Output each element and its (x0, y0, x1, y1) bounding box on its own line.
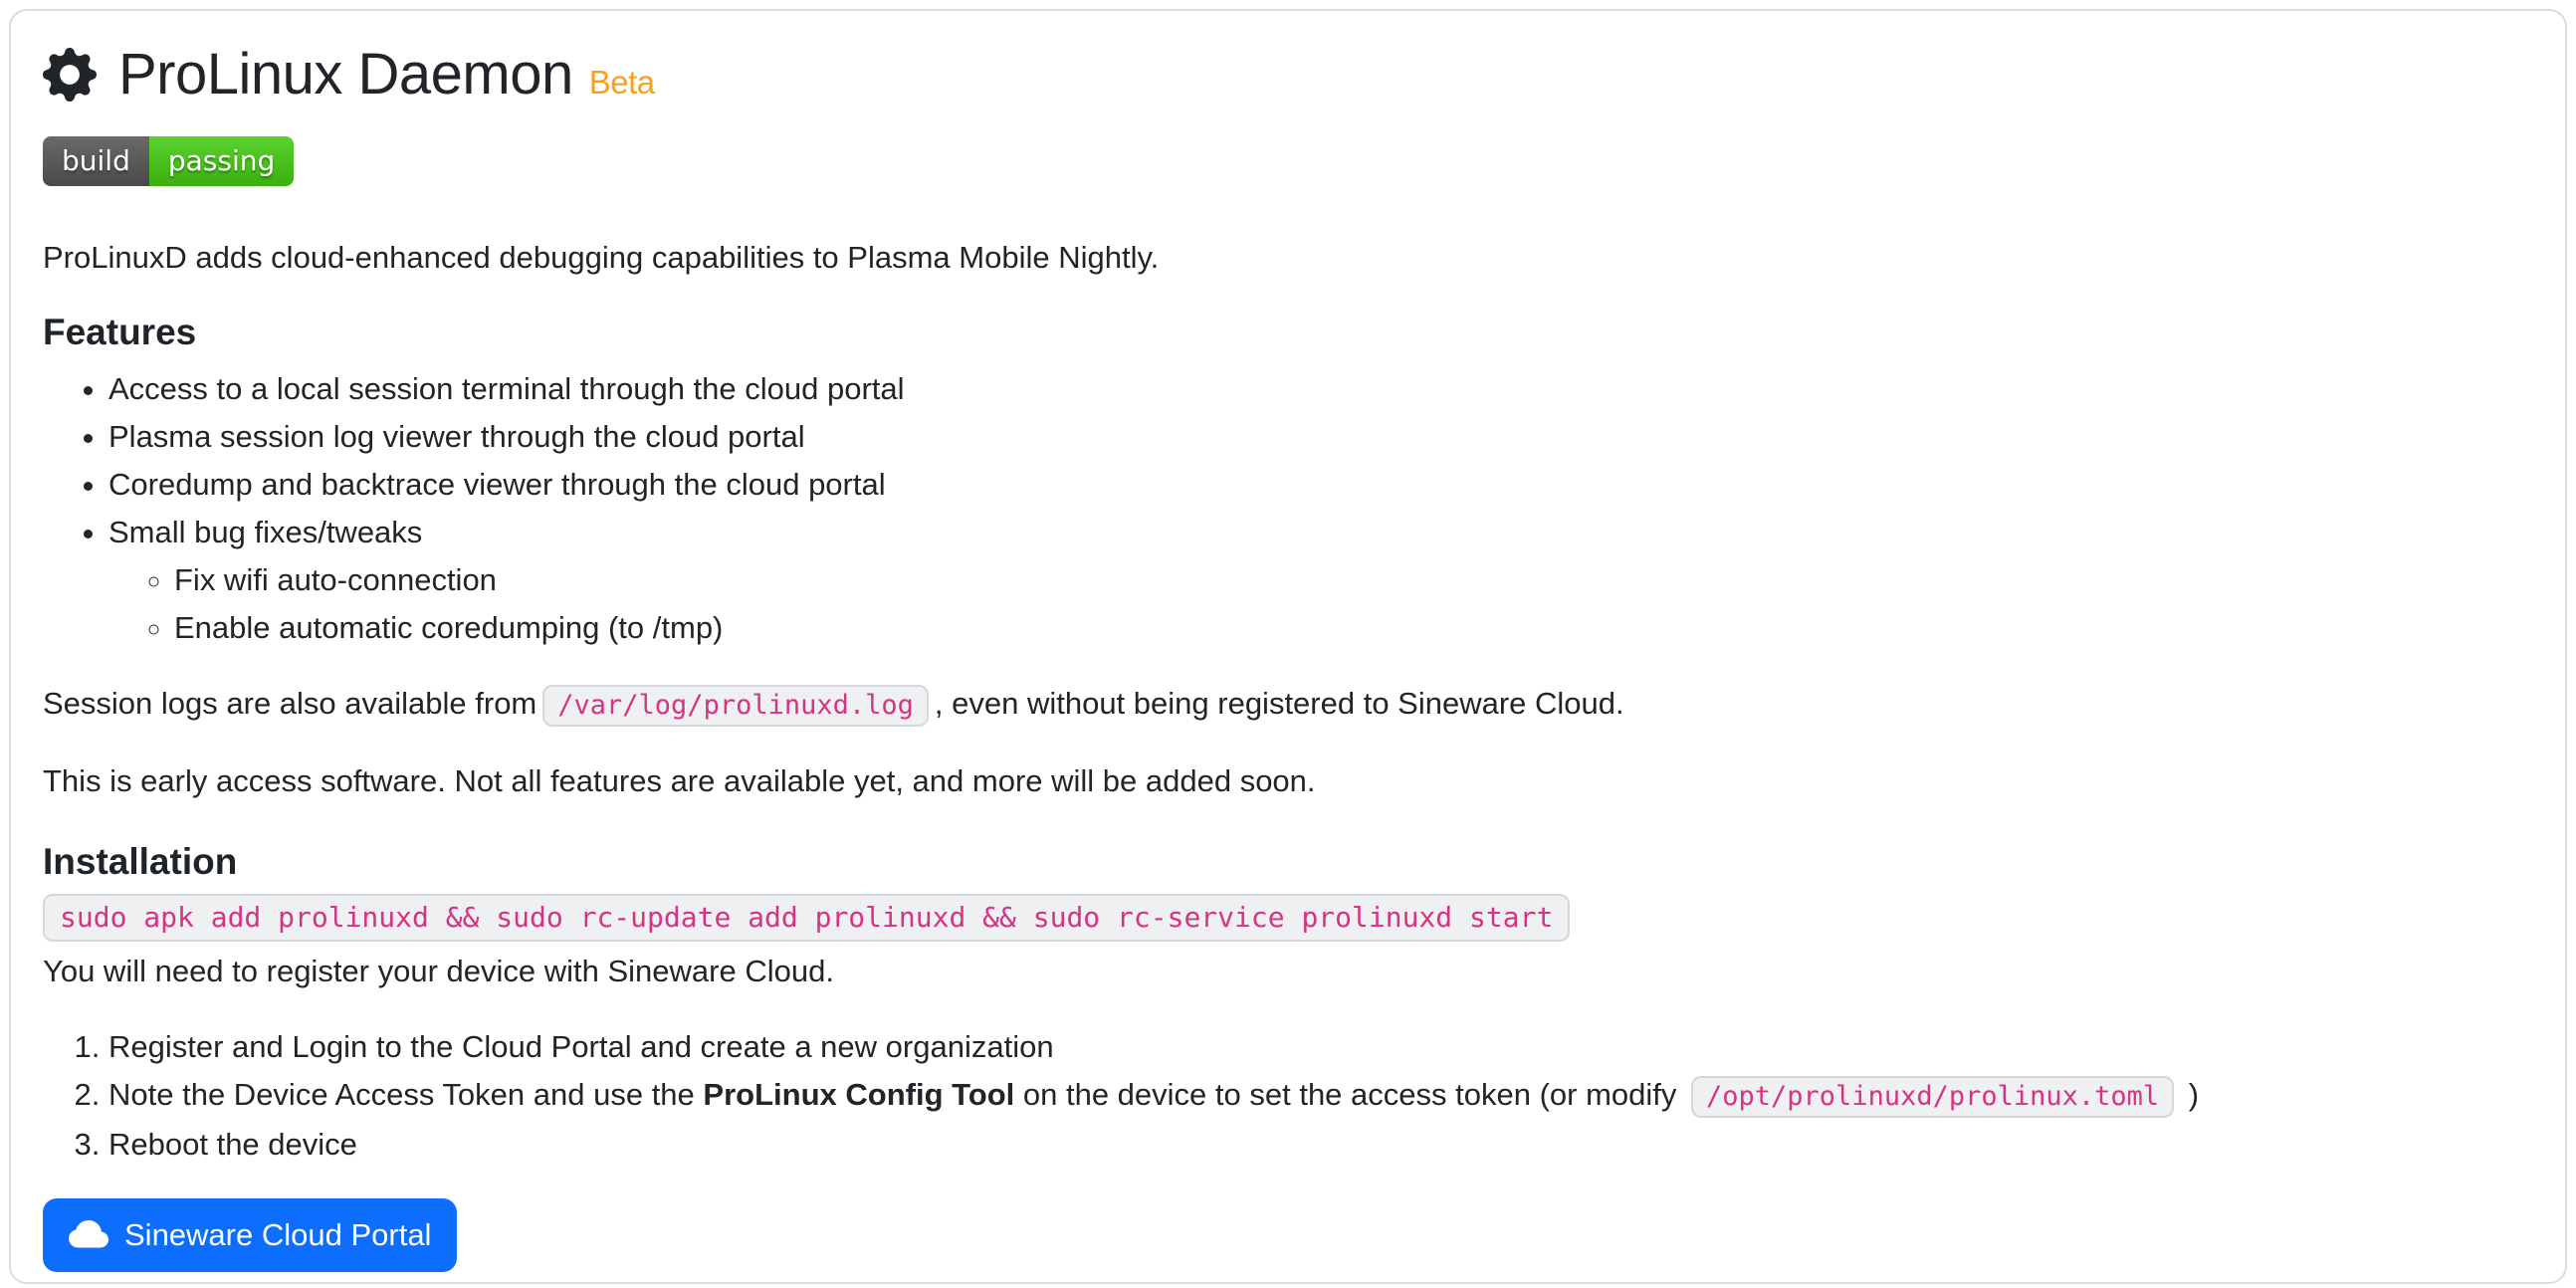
early-access-paragraph: This is early access software. Not all features are available yet, and more will be added soon. (43, 762, 1316, 798)
list-item: • Plasma session log viewer through the cloud portal (108, 413, 2525, 461)
install-command-line (43, 893, 2525, 942)
step-text: on the device to set the access token (or modify (1022, 1076, 1677, 1112)
register-note: You will need to register your device with Sineware Cloud. (43, 953, 834, 988)
session-logs-paragraph (43, 680, 2525, 730)
gear-icon (43, 48, 97, 102)
page-header (43, 43, 2525, 107)
config-tool-name: ProLinux Config Tool (703, 1076, 1015, 1112)
session-logs-text-after: , even without being registered to Sineware Cloud. (934, 685, 1624, 721)
beta-label: Beta (588, 64, 655, 101)
list-item: ◦ Enable automatic coredumping (to /tmp) (174, 604, 2525, 652)
badge-status: passing (149, 136, 294, 186)
features-sublist (108, 556, 2525, 652)
list-item-text: Small bug fixes/tweaks (108, 514, 423, 549)
cloud-icon (69, 1215, 108, 1255)
install-command-code: sudo apk add prolinuxd && sudo rc-update add prolinuxd && sudo rc-service prolinuxd start (43, 894, 1570, 942)
list-item: • Coredump and backtrace viewer through the cloud portal (108, 461, 2525, 509)
list-item: 3. Reboot the device (108, 1121, 2525, 1169)
install-steps-list (43, 1023, 2525, 1169)
page-title-text: ProLinux Daemon (118, 42, 573, 107)
toml-path-code: /opt/prolinuxd/prolinux.toml (1691, 1076, 2174, 1118)
session-logs-text: Session logs are also available from (43, 685, 537, 721)
log-path-code: /var/log/prolinuxd.log (542, 685, 929, 727)
list-item: ◦ Fix wifi auto-connection (174, 556, 2525, 604)
sineware-cloud-portal-button[interactable] (43, 1198, 457, 1272)
list-item: 1. Register and Login to the Cloud Portal and create a new organization (108, 1023, 2525, 1071)
page-title (118, 43, 655, 107)
step-text: Note the Device Access Token and use the (108, 1076, 695, 1112)
build-status-badge[interactable] (43, 136, 294, 186)
list-item: • Access to a local session terminal through the cloud portal (108, 365, 2525, 413)
list-item (108, 509, 2525, 652)
intro-paragraph: ProLinuxD adds cloud-enhanced debugging capabilities to Plasma Mobile Nightly. (43, 239, 1160, 275)
step-text: ) (2188, 1076, 2200, 1112)
list-item (108, 1071, 2525, 1121)
badge-label: build (43, 136, 149, 186)
cta-label: Sineware Cloud Portal (124, 1216, 432, 1252)
features-heading: Features (43, 311, 197, 352)
readme-card (9, 9, 2567, 1284)
features-list (43, 365, 2525, 652)
installation-heading: Installation (43, 840, 238, 882)
